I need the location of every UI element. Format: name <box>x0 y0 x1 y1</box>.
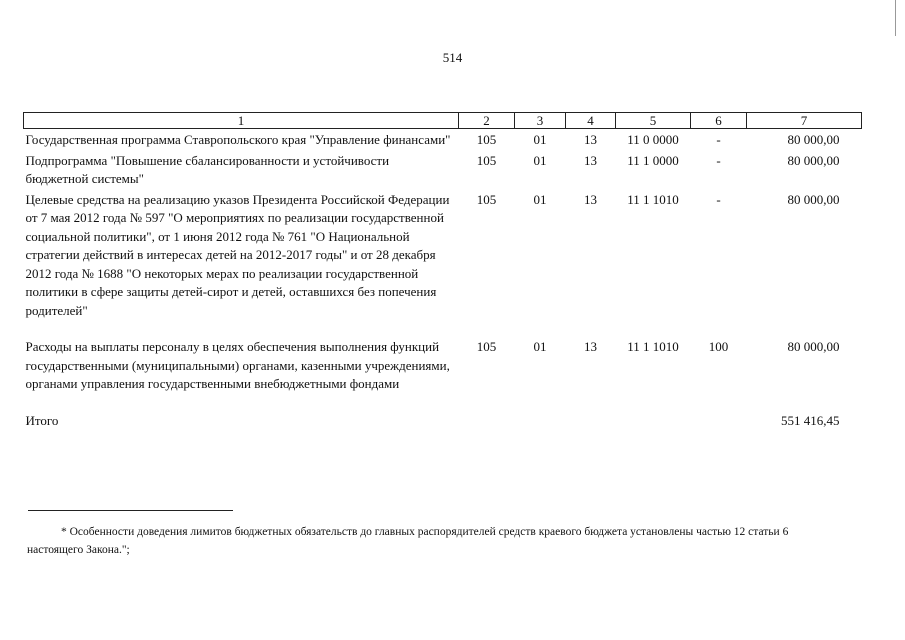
total-amount: 551 416,45 <box>781 412 840 428</box>
row-code-3: 01 <box>533 191 547 207</box>
row-code-2: 105 <box>476 339 497 354</box>
footnote-text: * Особенности доведения лимитов бюджетных обязательств до главных распорядителей средств краевого бюджета установлены частью 12 статьи 6 настоящего Закона."; <box>27 526 789 556</box>
row-name: Государственная программа Ставропольского края "Управление финансами" <box>25 132 451 147</box>
row-spacer <box>24 320 862 336</box>
row-code-5: 11 0 0000 <box>627 132 679 147</box>
row-code-4: 13 <box>584 339 597 354</box>
row-code-2: 105 <box>476 132 497 147</box>
footnote <box>27 523 842 559</box>
column-header-5: 5 <box>616 113 691 129</box>
row-amount: 80 000,00 <box>787 191 840 207</box>
table-row <box>24 150 862 189</box>
row-code-2: 105 <box>476 191 497 207</box>
row-code-4: 13 <box>584 152 597 168</box>
table-row <box>24 336 862 394</box>
row-code-4: 13 <box>584 132 597 147</box>
row-spacer <box>24 394 862 410</box>
row-code-2: 105 <box>476 152 497 168</box>
column-header-4: 4 <box>566 113 616 129</box>
total-row <box>24 410 862 431</box>
column-header-2: 2 <box>459 113 515 129</box>
row-amount: 80 000,00 <box>787 132 840 147</box>
row-code-6: - <box>716 191 721 207</box>
row-code-3: 01 <box>533 132 547 147</box>
table-row <box>24 129 862 150</box>
row-code-5: 11 1 1010 <box>627 339 679 354</box>
row-code-4: 13 <box>584 191 597 207</box>
row-name: Целевые средства на реализацию указов Президента Российской Федерации от 7 мая 2012 года № 597 "О мероприятиях по реализации государственной социальной политики", от 1 июня 2012 года № 761 "О Национальной стратегии действий в интересах детей на 2012-2017 годы" и от 28 декабря 2012 года № 1688 "О некоторых мерах по реализации государственной политики в сфере защиты детей-сирот и детей, оставшихся без попечения родителей" <box>25 191 450 318</box>
footnote-divider <box>28 510 233 511</box>
row-amount: 80 000,00 <box>787 152 840 168</box>
column-header-3: 3 <box>515 113 566 129</box>
column-header-1: 1 <box>24 113 459 129</box>
page-edge-mark <box>895 0 896 36</box>
row-code-6: - <box>716 132 721 147</box>
table-row <box>24 189 862 321</box>
row-name: Подпрограмма "Повышение сбалансированности и устойчивости бюджетной системы" <box>25 152 390 186</box>
row-code-6: 100 <box>708 339 729 354</box>
column-header-7: 7 <box>747 113 862 129</box>
row-code-5: 11 1 1010 <box>627 191 679 207</box>
row-code-6: - <box>716 152 721 168</box>
row-code-5: 11 1 0000 <box>627 152 679 168</box>
total-label: Итого <box>25 412 59 428</box>
row-amount: 80 000,00 <box>787 339 840 354</box>
page-number: 514 <box>442 50 463 65</box>
row-code-3: 01 <box>533 339 547 354</box>
row-code-3: 01 <box>533 152 547 168</box>
row-name: Расходы на выплаты персоналу в целях обеспечения выполнения функций государственными (муниципальными) органами, казенными учреждениями, органами управления государственными внебюджетными фондами <box>25 339 450 391</box>
column-header-6: 6 <box>691 113 747 129</box>
budget-table <box>23 112 862 430</box>
table-header-row <box>24 113 862 129</box>
